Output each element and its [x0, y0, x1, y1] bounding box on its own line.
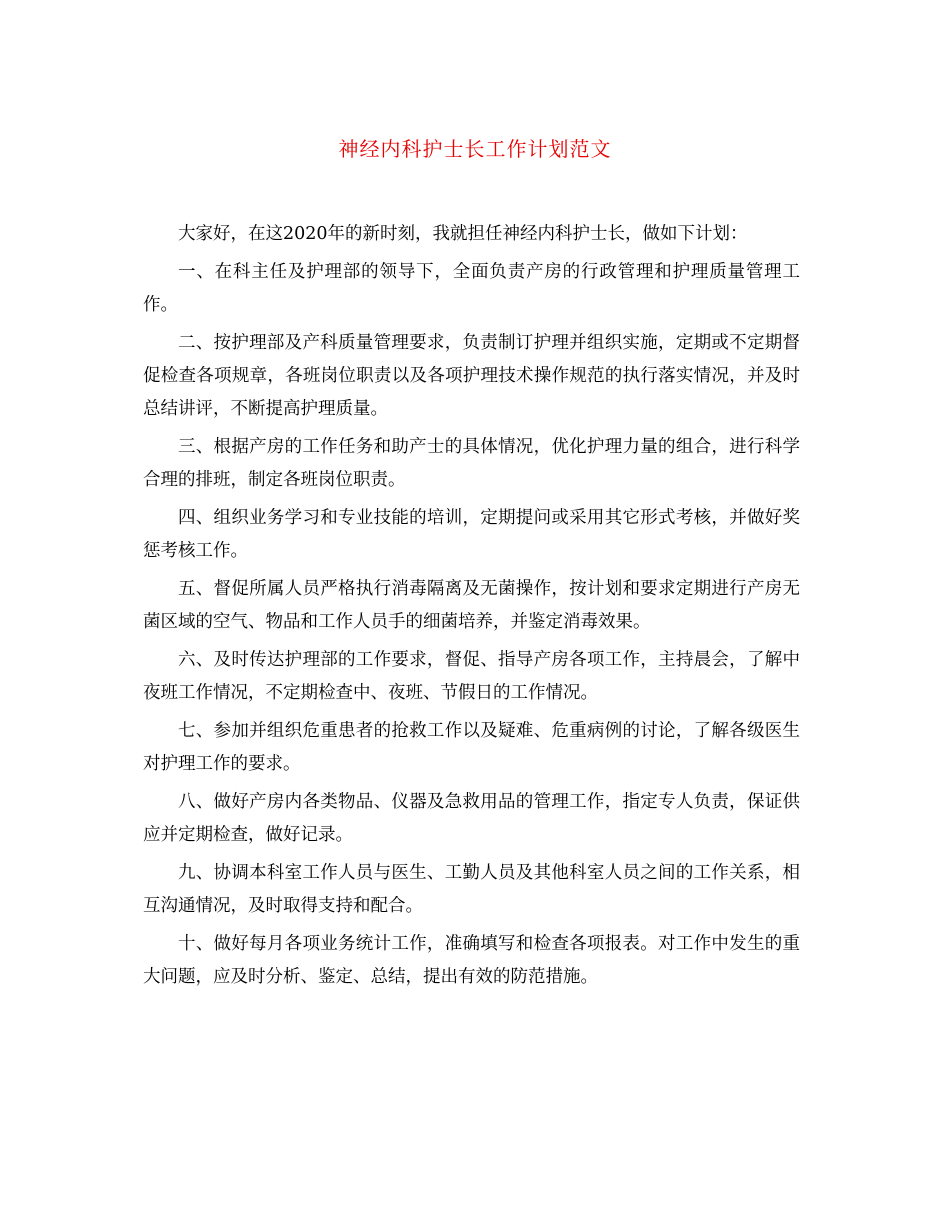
paragraph-item-4: 四、组织业务学习和专业技能的培训，定期提问或采用其它形式考核，并做好奖惩考核工作。 — [143, 508, 800, 561]
paragraph-item-3: 三、根据产房的工作任务和助产士的具体情况，优化护理力量的组合，进行科学合理的排班，制定各班岗位职责。 — [143, 437, 800, 490]
paragraph-item-2: 二、按护理部及产科质量管理要求，负责制订护理并组织实施，定期或不定期督促检查各项规章，各班岗位职责以及各项护理技术操作规范的执行落实情况，并及时总结讲评，不断提高护理质量。 — [143, 333, 800, 419]
paragraph-intro: 大家好，在这2020年的新时刻，我就担任神经内科护士长，做如下计划： — [178, 224, 748, 244]
paragraph-item-10: 十、做好每月各项业务统计工作，准确填写和检查各项报表。对工作中发生的重大问题，应及时分析、鉴定、总结，提出有效的防范措施。 — [143, 934, 800, 987]
document-body — [143, 218, 800, 999]
document-title: 神经内科护士长工作计划范文 — [338, 137, 612, 161]
paragraph-item-7: 七、参加并组织危重患者的抢救工作以及疑难、危重病例的讨论，了解各级医生对护理工作的要求。 — [143, 721, 800, 774]
paragraph-item-6: 六、及时传达护理部的工作要求，督促、指导产房各项工作，主持晨会，了解中夜班工作情况，不定期检查中、夜班、节假日的工作情况。 — [143, 650, 800, 703]
paragraph-item-9: 九、协调本科室工作人员与医生、工勤人员及其他科室人员之间的工作关系，相互沟通情况，及时取得支持和配合。 — [143, 863, 800, 916]
paragraph-item-1: 一、在科主任及护理部的领导下，全面负责产房的行政管理和护理质量管理工作。 — [143, 262, 800, 315]
paragraph-item-5: 五、督促所属人员严格执行消毒隔离及无菌操作，按计划和要求定期进行产房无菌区域的空气、物品和工作人员手的细菌培养，并鉴定消毒效果。 — [143, 579, 800, 632]
paragraph-item-8: 八、做好产房内各类物品、仪器及急救用品的管理工作，指定专人负责，保证供应并定期检查，做好记录。 — [143, 792, 800, 845]
